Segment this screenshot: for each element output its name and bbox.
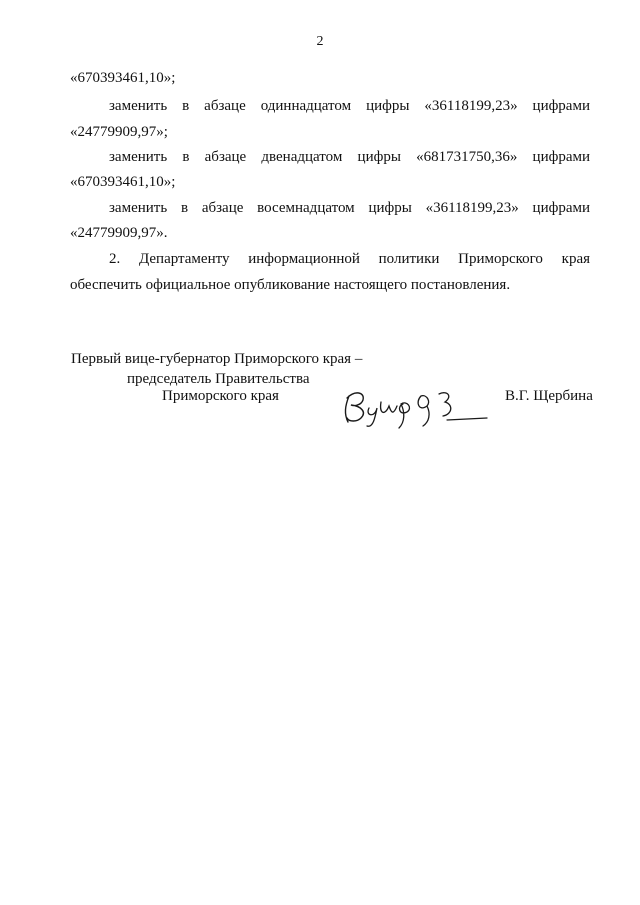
text-line: «24779909,97».: [70, 225, 168, 241]
text-line: 2. Департаменту информационной политики Приморского края: [109, 251, 590, 267]
signature-title-line-1: Первый вице-губернатор Приморского края –: [71, 351, 363, 367]
text-line: «24779909,97»;: [70, 124, 168, 140]
handwritten-signature: [335, 382, 495, 432]
signature-title-line-2: председатель Правительства: [127, 371, 310, 387]
text-line: «670393461,10»;: [70, 70, 176, 86]
text-line: заменить в абзаце двенадцатом цифры «681731750,36» цифрами: [109, 149, 590, 165]
text-line: заменить в абзаце одиннадцатом цифры «36118199,23» цифрами: [109, 98, 590, 114]
text-line: обеспечить официальное опубликование настоящего постановления.: [70, 277, 511, 293]
text-line: заменить в абзаце восемнадцатом цифры «36118199,23» цифрами: [109, 200, 590, 216]
page-number: 2: [316, 34, 324, 49]
signer-name: В.Г. Щербина: [505, 388, 593, 404]
signature-title-line-3: Приморского края: [162, 388, 279, 404]
text-line: «670393461,10»;: [70, 174, 176, 190]
